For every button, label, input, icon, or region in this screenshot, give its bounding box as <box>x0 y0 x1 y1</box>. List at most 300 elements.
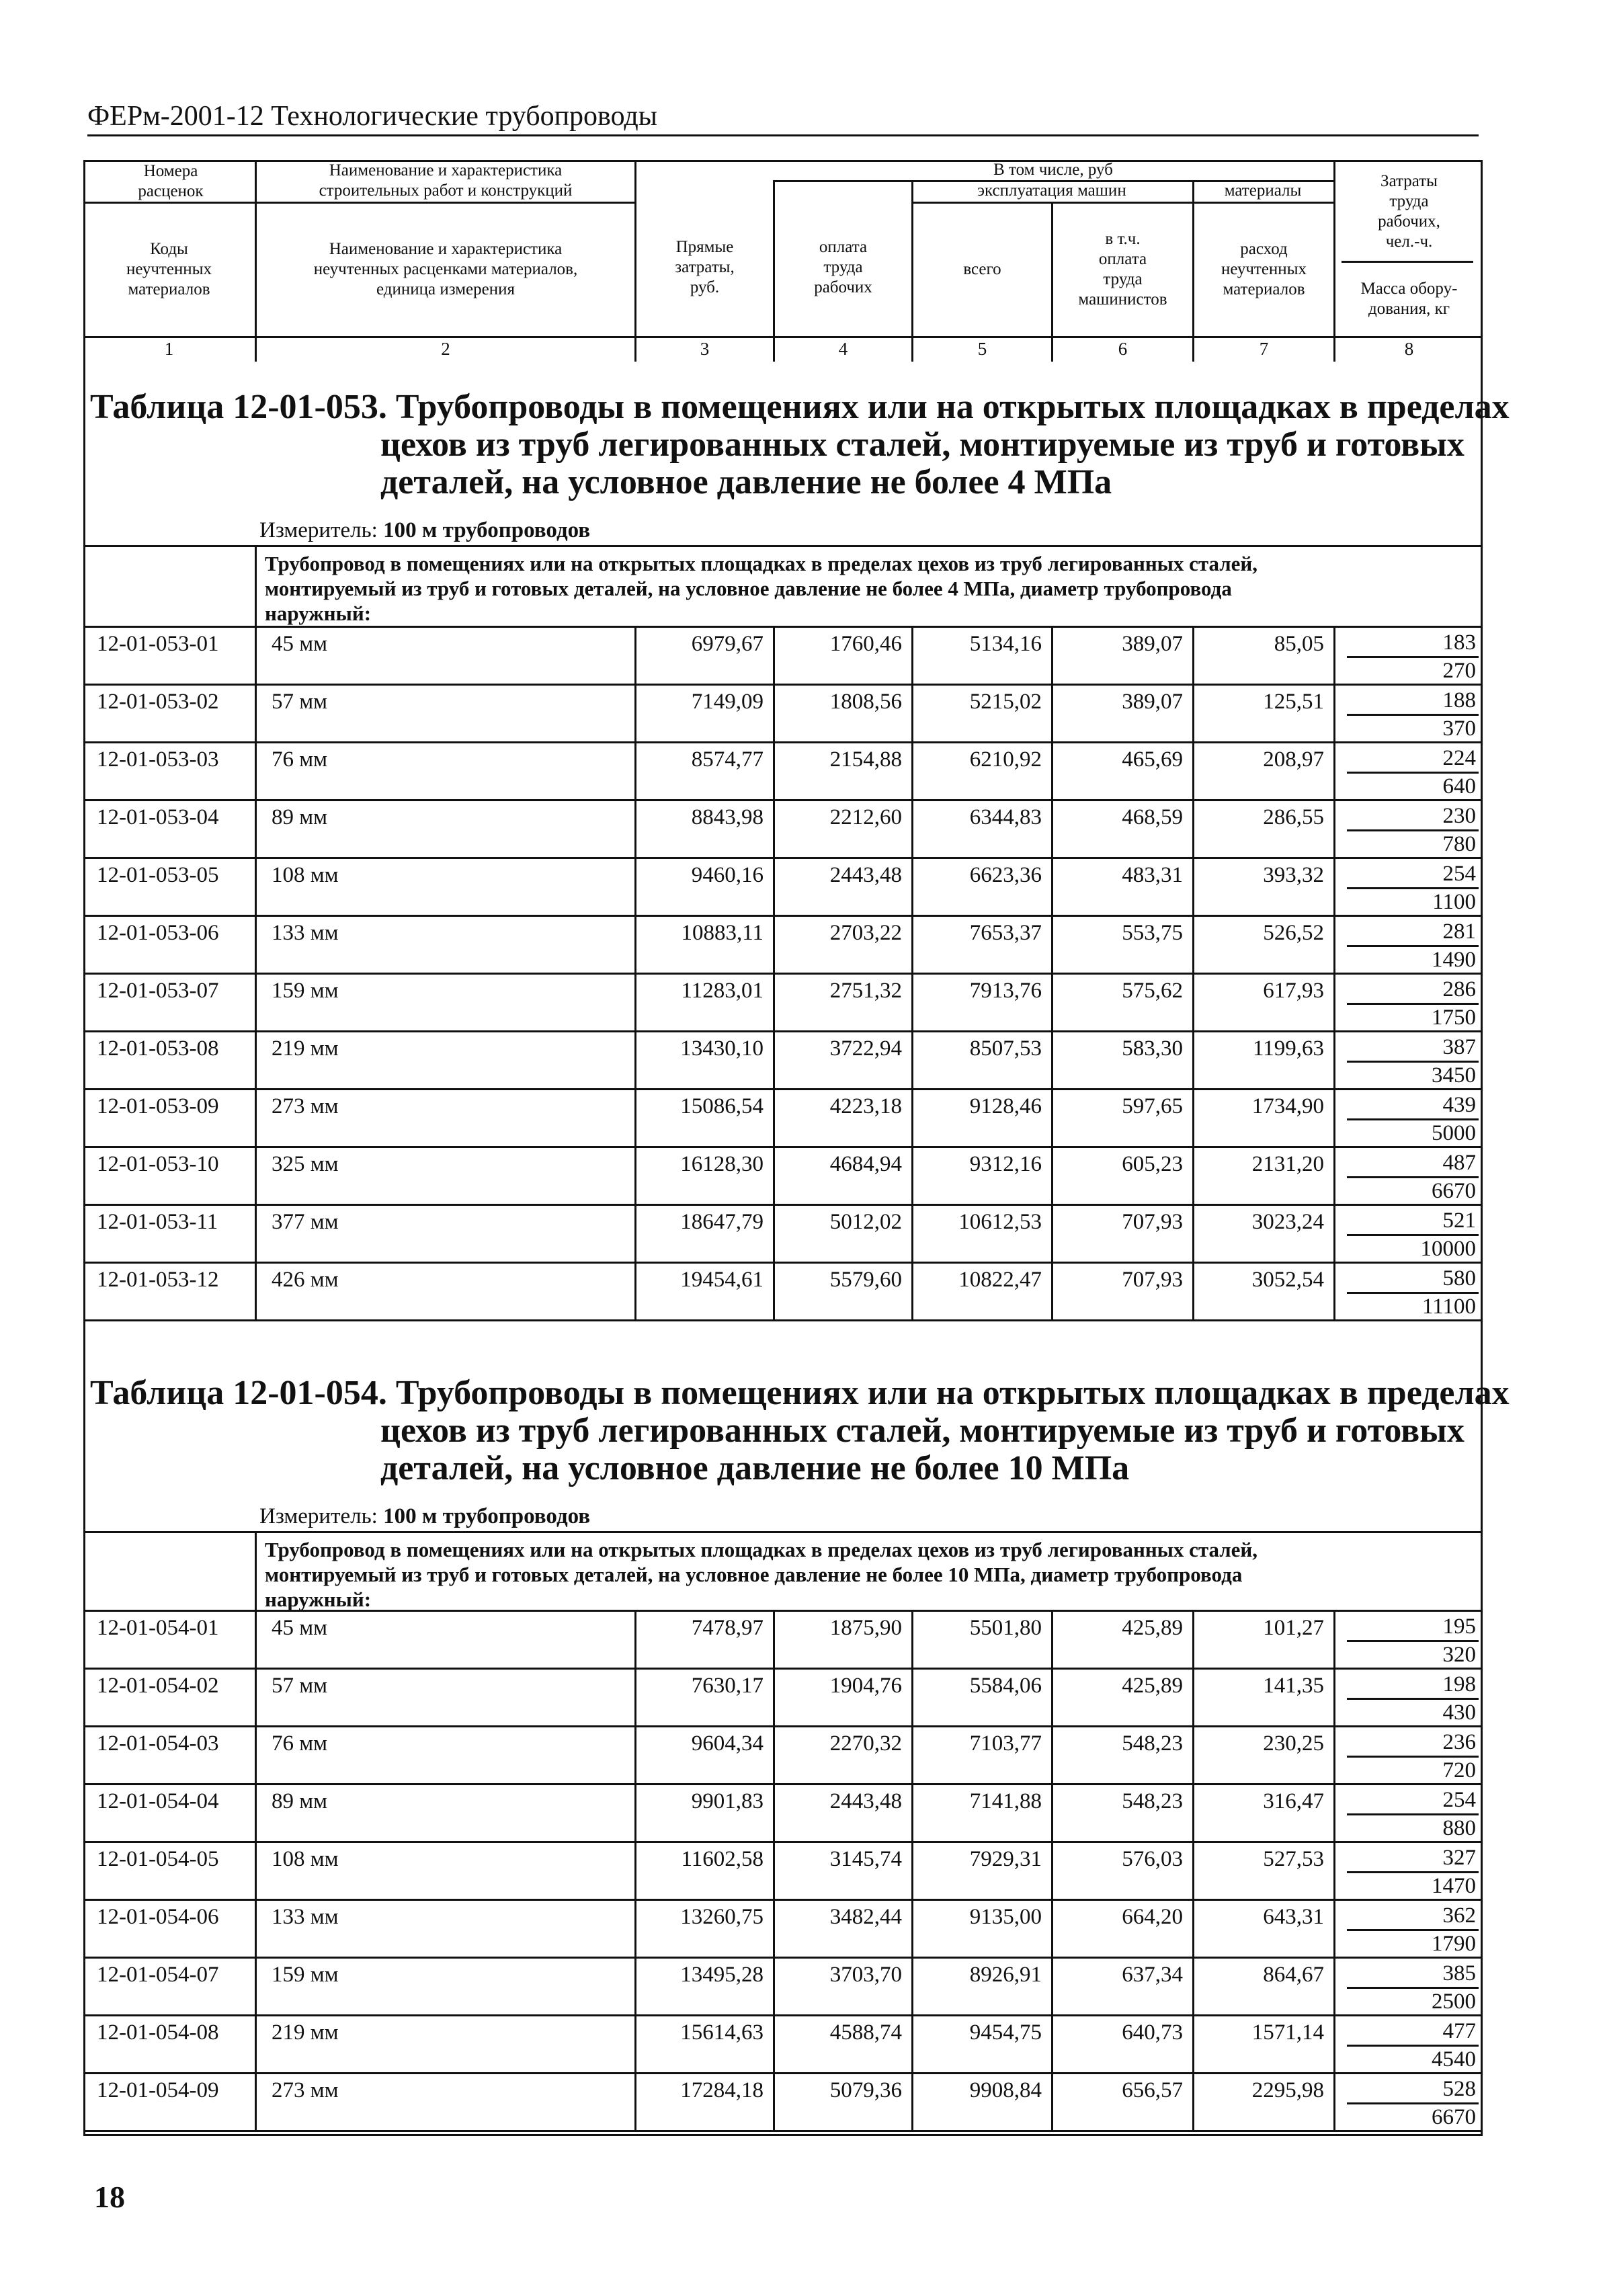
machine-costs-cell <box>911 2016 1051 2072</box>
machine-costs: 5584,06 <box>969 1674 1042 1698</box>
direct-costs: 9460,16 <box>691 863 764 887</box>
fraction-line <box>1347 1061 1479 1063</box>
pipe-diameter-cell <box>255 1727 634 1783</box>
fraction-line <box>1347 1234 1479 1236</box>
pipe-diameter: 159 мм <box>272 979 339 1003</box>
labor-mass-cell <box>1333 1090 1483 1146</box>
driver-wages: 605,23 <box>1122 1152 1183 1176</box>
machine-costs-cell <box>911 1843 1051 1899</box>
pipe-diameter-cell <box>255 2016 634 2072</box>
material-costs: 2131,20 <box>1251 1152 1324 1176</box>
equipment-mass: 720 <box>1442 1758 1476 1782</box>
worker-wages-cell <box>773 743 911 799</box>
equipment-mass: 370 <box>1442 716 1476 741</box>
rate-code: 12-01-054-06 <box>97 1905 219 1929</box>
header-labor-costs: Затраты труда рабочих, чел.-ч. <box>1378 172 1440 251</box>
table-row <box>83 1901 1483 1959</box>
table-row <box>83 1206 1483 1264</box>
labor-costs: 385 <box>1442 1961 1476 1985</box>
driver-wages-cell <box>1051 1785 1192 1841</box>
direct-costs-cell <box>634 686 773 741</box>
labor-costs: 183 <box>1442 630 1476 655</box>
pipe-diameter: 219 мм <box>272 2020 339 2045</box>
direct-costs-cell <box>634 1959 773 2014</box>
pipe-diameter: 133 мм <box>272 1905 339 1929</box>
machine-costs-cell <box>911 975 1051 1030</box>
pipe-diameter-cell <box>255 1843 634 1899</box>
fraction-line <box>1347 1118 1479 1120</box>
machine-costs: 9454,75 <box>969 2020 1042 2045</box>
material-costs-cell <box>1192 1727 1333 1783</box>
rate-code-cell <box>83 1670 255 1725</box>
equipment-mass: 2500 <box>1432 1990 1476 2014</box>
pipe-diameter-cell <box>255 686 634 741</box>
worker-wages: 3703,70 <box>829 1963 902 1987</box>
header-rate-numbers: Номера расценок <box>138 162 204 200</box>
driver-wages: 707,93 <box>1122 1210 1183 1234</box>
driver-wages: 707,93 <box>1122 1268 1183 1292</box>
material-costs: 316,47 <box>1263 1789 1324 1813</box>
worker-wages-cell <box>773 1612 911 1668</box>
machine-costs-cell <box>911 1264 1051 1319</box>
rate-code: 12-01-054-07 <box>97 1963 219 1987</box>
equipment-mass: 640 <box>1442 774 1476 798</box>
pipe-diameter-cell <box>255 1206 634 1262</box>
fraction-line <box>1347 714 1479 716</box>
column-number: 5 <box>977 339 987 359</box>
labor-costs: 236 <box>1442 1730 1476 1754</box>
driver-wages-cell <box>1051 1148 1192 1204</box>
equipment-mass: 1100 <box>1432 890 1476 914</box>
worker-wages: 5079,36 <box>829 2078 902 2102</box>
labor-mass-cell <box>1333 2074 1483 2130</box>
direct-costs-cell <box>634 2074 773 2130</box>
rate-code-cell <box>83 1206 255 1262</box>
rate-code: 12-01-053-09 <box>97 1094 219 1118</box>
material-costs: 3052,54 <box>1251 1268 1324 1292</box>
worker-wages: 5579,60 <box>829 1268 902 1292</box>
table-row <box>83 917 1483 975</box>
worker-wages-cell <box>773 1206 911 1262</box>
table-row <box>83 1959 1483 2016</box>
driver-wages: 468,59 <box>1122 805 1183 829</box>
rate-code-cell <box>83 1785 255 1841</box>
table-row <box>83 1612 1483 1670</box>
labor-mass-cell <box>1333 1843 1483 1899</box>
pipe-diameter-cell <box>255 917 634 973</box>
pipe-diameter: 273 мм <box>272 1094 339 1118</box>
direct-costs-cell <box>634 1148 773 1204</box>
rate-code-cell <box>83 743 255 799</box>
fraction-line <box>1347 1929 1479 1931</box>
equipment-mass: 6670 <box>1432 1179 1476 1203</box>
direct-costs: 19454,61 <box>680 1268 764 1292</box>
rate-code: 12-01-054-05 <box>97 1847 219 1871</box>
driver-wages-cell <box>1051 1843 1192 1899</box>
direct-costs: 8843,98 <box>691 805 764 829</box>
column-number: 6 <box>1118 339 1128 359</box>
direct-costs: 18647,79 <box>680 1210 764 1234</box>
worker-wages-cell <box>773 1264 911 1319</box>
direct-costs-cell <box>634 1090 773 1146</box>
driver-wages: 583,30 <box>1122 1036 1183 1061</box>
equipment-mass: 1490 <box>1432 948 1476 972</box>
rate-code-cell <box>83 1901 255 1957</box>
fraction-line <box>1347 1871 1479 1873</box>
fraction-line <box>1347 1176 1479 1178</box>
fraction-line <box>1347 656 1479 658</box>
table-row <box>83 1843 1483 1901</box>
driver-wages: 597,65 <box>1122 1094 1183 1118</box>
driver-wages-cell <box>1051 1264 1192 1319</box>
material-costs: 1199,63 <box>1252 1036 1324 1061</box>
material-costs: 617,93 <box>1263 979 1324 1003</box>
driver-wages: 656,57 <box>1122 2078 1183 2102</box>
pipe-diameter: 57 мм <box>272 1674 328 1698</box>
table-row <box>83 801 1483 859</box>
labor-costs: 254 <box>1442 862 1476 886</box>
direct-costs: 7478,97 <box>691 1616 764 1640</box>
column-header <box>83 160 1483 362</box>
material-costs: 286,55 <box>1263 805 1324 829</box>
worker-wages: 1904,76 <box>829 1674 902 1698</box>
table-row <box>83 743 1483 801</box>
rate-code: 12-01-054-04 <box>97 1789 219 1813</box>
material-costs-cell <box>1192 743 1333 799</box>
rate-code-cell <box>83 2016 255 2072</box>
labor-mass-cell <box>1333 859 1483 915</box>
driver-wages-cell <box>1051 1670 1192 1725</box>
table-row <box>83 2074 1483 2132</box>
worker-wages-cell <box>773 801 911 857</box>
header-material-consumption: расход неучтенных материалов <box>1221 240 1307 298</box>
column-number: 4 <box>838 339 848 359</box>
rate-table-12-01-054 <box>83 1353 1510 2136</box>
equipment-mass: 270 <box>1442 659 1476 683</box>
worker-wages: 4223,18 <box>829 1094 902 1118</box>
pipe-diameter-cell <box>255 743 634 799</box>
direct-costs-cell <box>634 1843 773 1899</box>
rate-rows <box>83 626 1483 1321</box>
material-costs: 125,51 <box>1263 690 1324 714</box>
header-material-name: Наименование и характеристика неучтенных расценками материалов, единица измерения <box>313 240 578 298</box>
labor-mass-cell <box>1333 1206 1483 1262</box>
header-work-name: Наименование и характеристика строительных работ и конструкций <box>319 161 573 200</box>
worker-wages-cell <box>773 1148 911 1204</box>
driver-wages: 575,62 <box>1122 979 1183 1003</box>
labor-mass-cell <box>1333 1032 1483 1088</box>
pipe-diameter: 325 мм <box>272 1152 339 1176</box>
machine-costs: 9128,46 <box>969 1094 1042 1118</box>
labor-mass-cell <box>1333 1901 1483 1957</box>
equipment-mass: 320 <box>1442 1643 1476 1667</box>
labor-costs: 387 <box>1442 1035 1476 1059</box>
driver-wages-cell <box>1051 1959 1192 2014</box>
fraction-line <box>1347 1003 1479 1005</box>
rate-code-cell <box>83 1148 255 1204</box>
labor-costs: 281 <box>1442 919 1476 944</box>
worker-wages-cell <box>773 686 911 741</box>
worker-wages-cell <box>773 1670 911 1725</box>
material-costs-cell <box>1192 1843 1333 1899</box>
pipe-diameter: 89 мм <box>272 805 328 829</box>
header-machine-operation: эксплуатация машин <box>977 181 1126 200</box>
labor-mass-cell <box>1333 686 1483 741</box>
worker-wages-cell <box>773 628 911 684</box>
direct-costs-cell <box>634 859 773 915</box>
rate-code: 12-01-053-07 <box>97 979 219 1003</box>
fraction-line <box>1347 945 1479 947</box>
header-materials: материалы <box>1224 181 1302 200</box>
direct-costs: 6979,67 <box>691 632 764 656</box>
labor-mass-cell <box>1333 743 1483 799</box>
machine-costs: 6623,36 <box>969 863 1042 887</box>
rate-code: 12-01-054-09 <box>97 2078 219 2102</box>
column-number: 7 <box>1259 339 1269 359</box>
worker-wages-cell <box>773 2074 911 2130</box>
table-row <box>83 1727 1483 1785</box>
machine-costs: 10822,47 <box>958 1268 1042 1292</box>
table-row <box>83 1032 1483 1090</box>
driver-wages: 637,34 <box>1122 1963 1183 1987</box>
worker-wages: 2212,60 <box>829 805 902 829</box>
machine-costs-cell <box>911 917 1051 973</box>
machine-costs: 5501,80 <box>969 1616 1042 1640</box>
direct-costs: 9901,83 <box>691 1789 764 1813</box>
rate-code-cell <box>83 917 255 973</box>
table-title: Таблица 12-01-053. Трубопроводы в помещениях или на открытых площадках в пределах цехов из труб легированных сталей, монтируемые из труб и готовых деталей, на условное давление не более 4 МПа <box>90 388 1510 501</box>
machine-costs-cell <box>911 1670 1051 1725</box>
material-costs: 230,25 <box>1263 1731 1324 1756</box>
rate-code-cell <box>83 1032 255 1088</box>
equipment-mass: 430 <box>1442 1700 1476 1725</box>
driver-wages: 425,89 <box>1122 1674 1183 1698</box>
rate-code-cell <box>83 1843 255 1899</box>
machine-costs-cell <box>911 628 1051 684</box>
material-costs-cell <box>1192 1264 1333 1319</box>
pipe-diameter: 45 мм <box>272 632 328 656</box>
table-row <box>83 1785 1483 1843</box>
rate-code: 12-01-053-03 <box>97 747 219 772</box>
equipment-mass: 880 <box>1442 1816 1476 1840</box>
table-title: Таблица 12-01-054. Трубопроводы в помещениях или на открытых площадках в пределах цехов из труб легированных сталей, монтируемые из труб и готовых деталей, на условное давление не более 10 МПа <box>90 1374 1510 1487</box>
pipe-diameter-cell <box>255 1612 634 1668</box>
worker-wages: 3722,94 <box>829 1036 902 1061</box>
worker-wages: 4684,94 <box>829 1152 902 1176</box>
driver-wages-cell <box>1051 975 1192 1030</box>
direct-costs-cell <box>634 1206 773 1262</box>
material-costs: 85,05 <box>1274 632 1324 656</box>
labor-costs: 224 <box>1442 746 1476 770</box>
fraction-line <box>1347 1813 1479 1815</box>
pipe-diameter: 89 мм <box>272 1789 328 1813</box>
pipe-diameter: 159 мм <box>272 1963 339 1987</box>
pipe-diameter-cell <box>255 801 634 857</box>
pipe-diameter: 108 мм <box>272 863 339 887</box>
material-costs: 141,35 <box>1263 1674 1324 1698</box>
material-costs: 527,53 <box>1263 1847 1324 1871</box>
material-costs: 526,52 <box>1263 921 1324 945</box>
direct-costs-cell <box>634 2016 773 2072</box>
header-worker-wages: оплата труда рабочих <box>814 238 872 296</box>
labor-costs: 528 <box>1442 2077 1476 2101</box>
material-costs-cell <box>1192 686 1333 741</box>
worker-wages: 1760,46 <box>829 632 902 656</box>
driver-wages: 664,20 <box>1122 1905 1183 1929</box>
pipe-diameter: 76 мм <box>272 1731 328 1756</box>
labor-mass-cell <box>1333 1148 1483 1204</box>
fraction-line <box>1347 887 1479 889</box>
pipe-diameter-cell <box>255 1090 634 1146</box>
pipe-diameter: 76 мм <box>272 747 328 772</box>
rate-code-cell <box>83 1612 255 1668</box>
labor-mass-cell <box>1333 917 1483 973</box>
pipe-diameter: 377 мм <box>272 1210 339 1234</box>
labor-costs: 580 <box>1442 1266 1476 1290</box>
labor-costs: 198 <box>1442 1672 1476 1696</box>
table-row <box>83 975 1483 1032</box>
material-costs: 2295,98 <box>1251 2078 1324 2102</box>
material-costs-cell <box>1192 2016 1333 2072</box>
driver-wages: 483,31 <box>1122 863 1183 887</box>
running-header: ФЕРм-2001-12 Технологические трубопроводы <box>87 99 1479 136</box>
driver-wages-cell <box>1051 1612 1192 1668</box>
rate-code: 12-01-053-02 <box>97 690 219 714</box>
driver-wages-cell <box>1051 628 1192 684</box>
labor-costs: 362 <box>1442 1903 1476 1928</box>
measurement-unit: Измеритель: 100 м трубопроводов <box>259 1504 591 1528</box>
driver-wages-cell <box>1051 859 1192 915</box>
worker-wages: 1875,90 <box>829 1616 902 1640</box>
fraction-line <box>1347 2045 1479 2047</box>
material-costs-cell <box>1192 1090 1333 1146</box>
equipment-mass: 11100 <box>1421 1295 1476 1319</box>
worker-wages-cell <box>773 2016 911 2072</box>
machine-costs: 9135,00 <box>969 1905 1042 1929</box>
rate-code-cell <box>83 859 255 915</box>
rate-code-cell <box>83 1959 255 2014</box>
worker-wages-cell <box>773 1901 911 1957</box>
labor-mass-cell <box>1333 628 1483 684</box>
machine-costs-cell <box>911 686 1051 741</box>
pipe-diameter-cell <box>255 1901 634 1957</box>
labor-costs: 230 <box>1442 804 1476 828</box>
rate-code: 12-01-053-06 <box>97 921 219 945</box>
direct-costs-cell <box>634 1670 773 1725</box>
machine-costs-cell <box>911 2074 1051 2130</box>
direct-costs: 11283,01 <box>681 979 764 1003</box>
rate-code: 12-01-053-05 <box>97 863 219 887</box>
worker-wages: 2703,22 <box>829 921 902 945</box>
direct-costs-cell <box>634 801 773 857</box>
header-machines-total: всего <box>963 260 1001 278</box>
worker-wages-cell <box>773 1727 911 1783</box>
direct-costs-cell <box>634 1612 773 1668</box>
direct-costs-cell <box>634 1785 773 1841</box>
pipe-diameter-cell <box>255 2074 634 2130</box>
machine-costs: 10612,53 <box>958 1210 1042 1234</box>
labor-mass-cell <box>1333 1785 1483 1841</box>
driver-wages-cell <box>1051 1727 1192 1783</box>
worker-wages-cell <box>773 975 911 1030</box>
equipment-mass: 3450 <box>1432 1063 1476 1088</box>
column-number: 3 <box>700 339 710 359</box>
direct-costs: 11602,58 <box>681 1847 764 1871</box>
table-row <box>83 1148 1483 1206</box>
labor-costs: 487 <box>1442 1151 1476 1175</box>
direct-costs: 16128,30 <box>680 1152 764 1176</box>
worker-wages-cell <box>773 1843 911 1899</box>
header-unaccounted-codes: Коды неучтенных материалов <box>126 240 212 298</box>
pipe-diameter-cell <box>255 975 634 1030</box>
column-number: 2 <box>441 339 450 359</box>
material-costs-cell <box>1192 917 1333 973</box>
direct-costs-cell <box>634 1264 773 1319</box>
labor-mass-cell <box>1333 975 1483 1030</box>
driver-wages: 548,23 <box>1122 1789 1183 1813</box>
worker-wages: 2270,32 <box>829 1731 902 1756</box>
rate-rows <box>83 1610 1483 2132</box>
machine-costs-cell <box>911 1206 1051 1262</box>
worker-wages-cell <box>773 1785 911 1841</box>
labor-costs: 439 <box>1442 1093 1476 1117</box>
rate-code-cell <box>83 1727 255 1783</box>
material-costs: 208,97 <box>1263 747 1324 772</box>
pipe-diameter: 45 мм <box>272 1616 328 1640</box>
worker-wages: 4588,74 <box>829 2020 902 2045</box>
material-costs-cell <box>1192 2074 1333 2130</box>
equipment-mass: 1470 <box>1432 1874 1476 1898</box>
direct-costs: 13495,28 <box>680 1963 764 1987</box>
material-costs-cell <box>1192 859 1333 915</box>
machine-costs-cell <box>911 1148 1051 1204</box>
machine-costs-cell <box>911 1090 1051 1146</box>
material-costs-cell <box>1192 801 1333 857</box>
equipment-mass: 10000 <box>1420 1237 1476 1261</box>
machine-costs-cell <box>911 1785 1051 1841</box>
direct-costs-cell <box>634 1727 773 1783</box>
rate-code: 12-01-053-04 <box>97 805 219 829</box>
material-costs: 1571,14 <box>1251 2020 1324 2045</box>
pipe-diameter: 426 мм <box>272 1268 339 1292</box>
rate-code-cell <box>83 1090 255 1146</box>
machine-costs-cell <box>911 1901 1051 1957</box>
worker-wages: 2443,48 <box>829 863 902 887</box>
worker-wages: 2154,88 <box>829 747 902 772</box>
header-direct-costs: Прямые затраты, руб. <box>675 238 735 296</box>
pipe-diameter: 108 мм <box>272 1847 339 1871</box>
material-costs: 393,32 <box>1263 863 1324 887</box>
material-costs: 3023,24 <box>1251 1210 1324 1234</box>
rate-code: 12-01-053-12 <box>97 1268 219 1292</box>
labor-costs: 521 <box>1442 1208 1476 1233</box>
machine-costs-cell <box>911 1727 1051 1783</box>
driver-wages-cell <box>1051 1090 1192 1146</box>
direct-costs: 9604,34 <box>691 1731 764 1756</box>
labor-mass-cell <box>1333 1264 1483 1319</box>
direct-costs: 7630,17 <box>691 1674 764 1698</box>
direct-costs-cell <box>634 1901 773 1957</box>
driver-wages: 553,75 <box>1122 921 1183 945</box>
material-costs-cell <box>1192 1785 1333 1841</box>
table-row <box>83 686 1483 743</box>
machine-costs: 7141,88 <box>969 1789 1042 1813</box>
labor-mass-cell <box>1333 1727 1483 1783</box>
labor-mass-cell <box>1333 1612 1483 1668</box>
fraction-line <box>1347 1987 1479 1989</box>
rate-code: 12-01-054-08 <box>97 2020 219 2045</box>
worker-wages: 5012,02 <box>829 1210 902 1234</box>
